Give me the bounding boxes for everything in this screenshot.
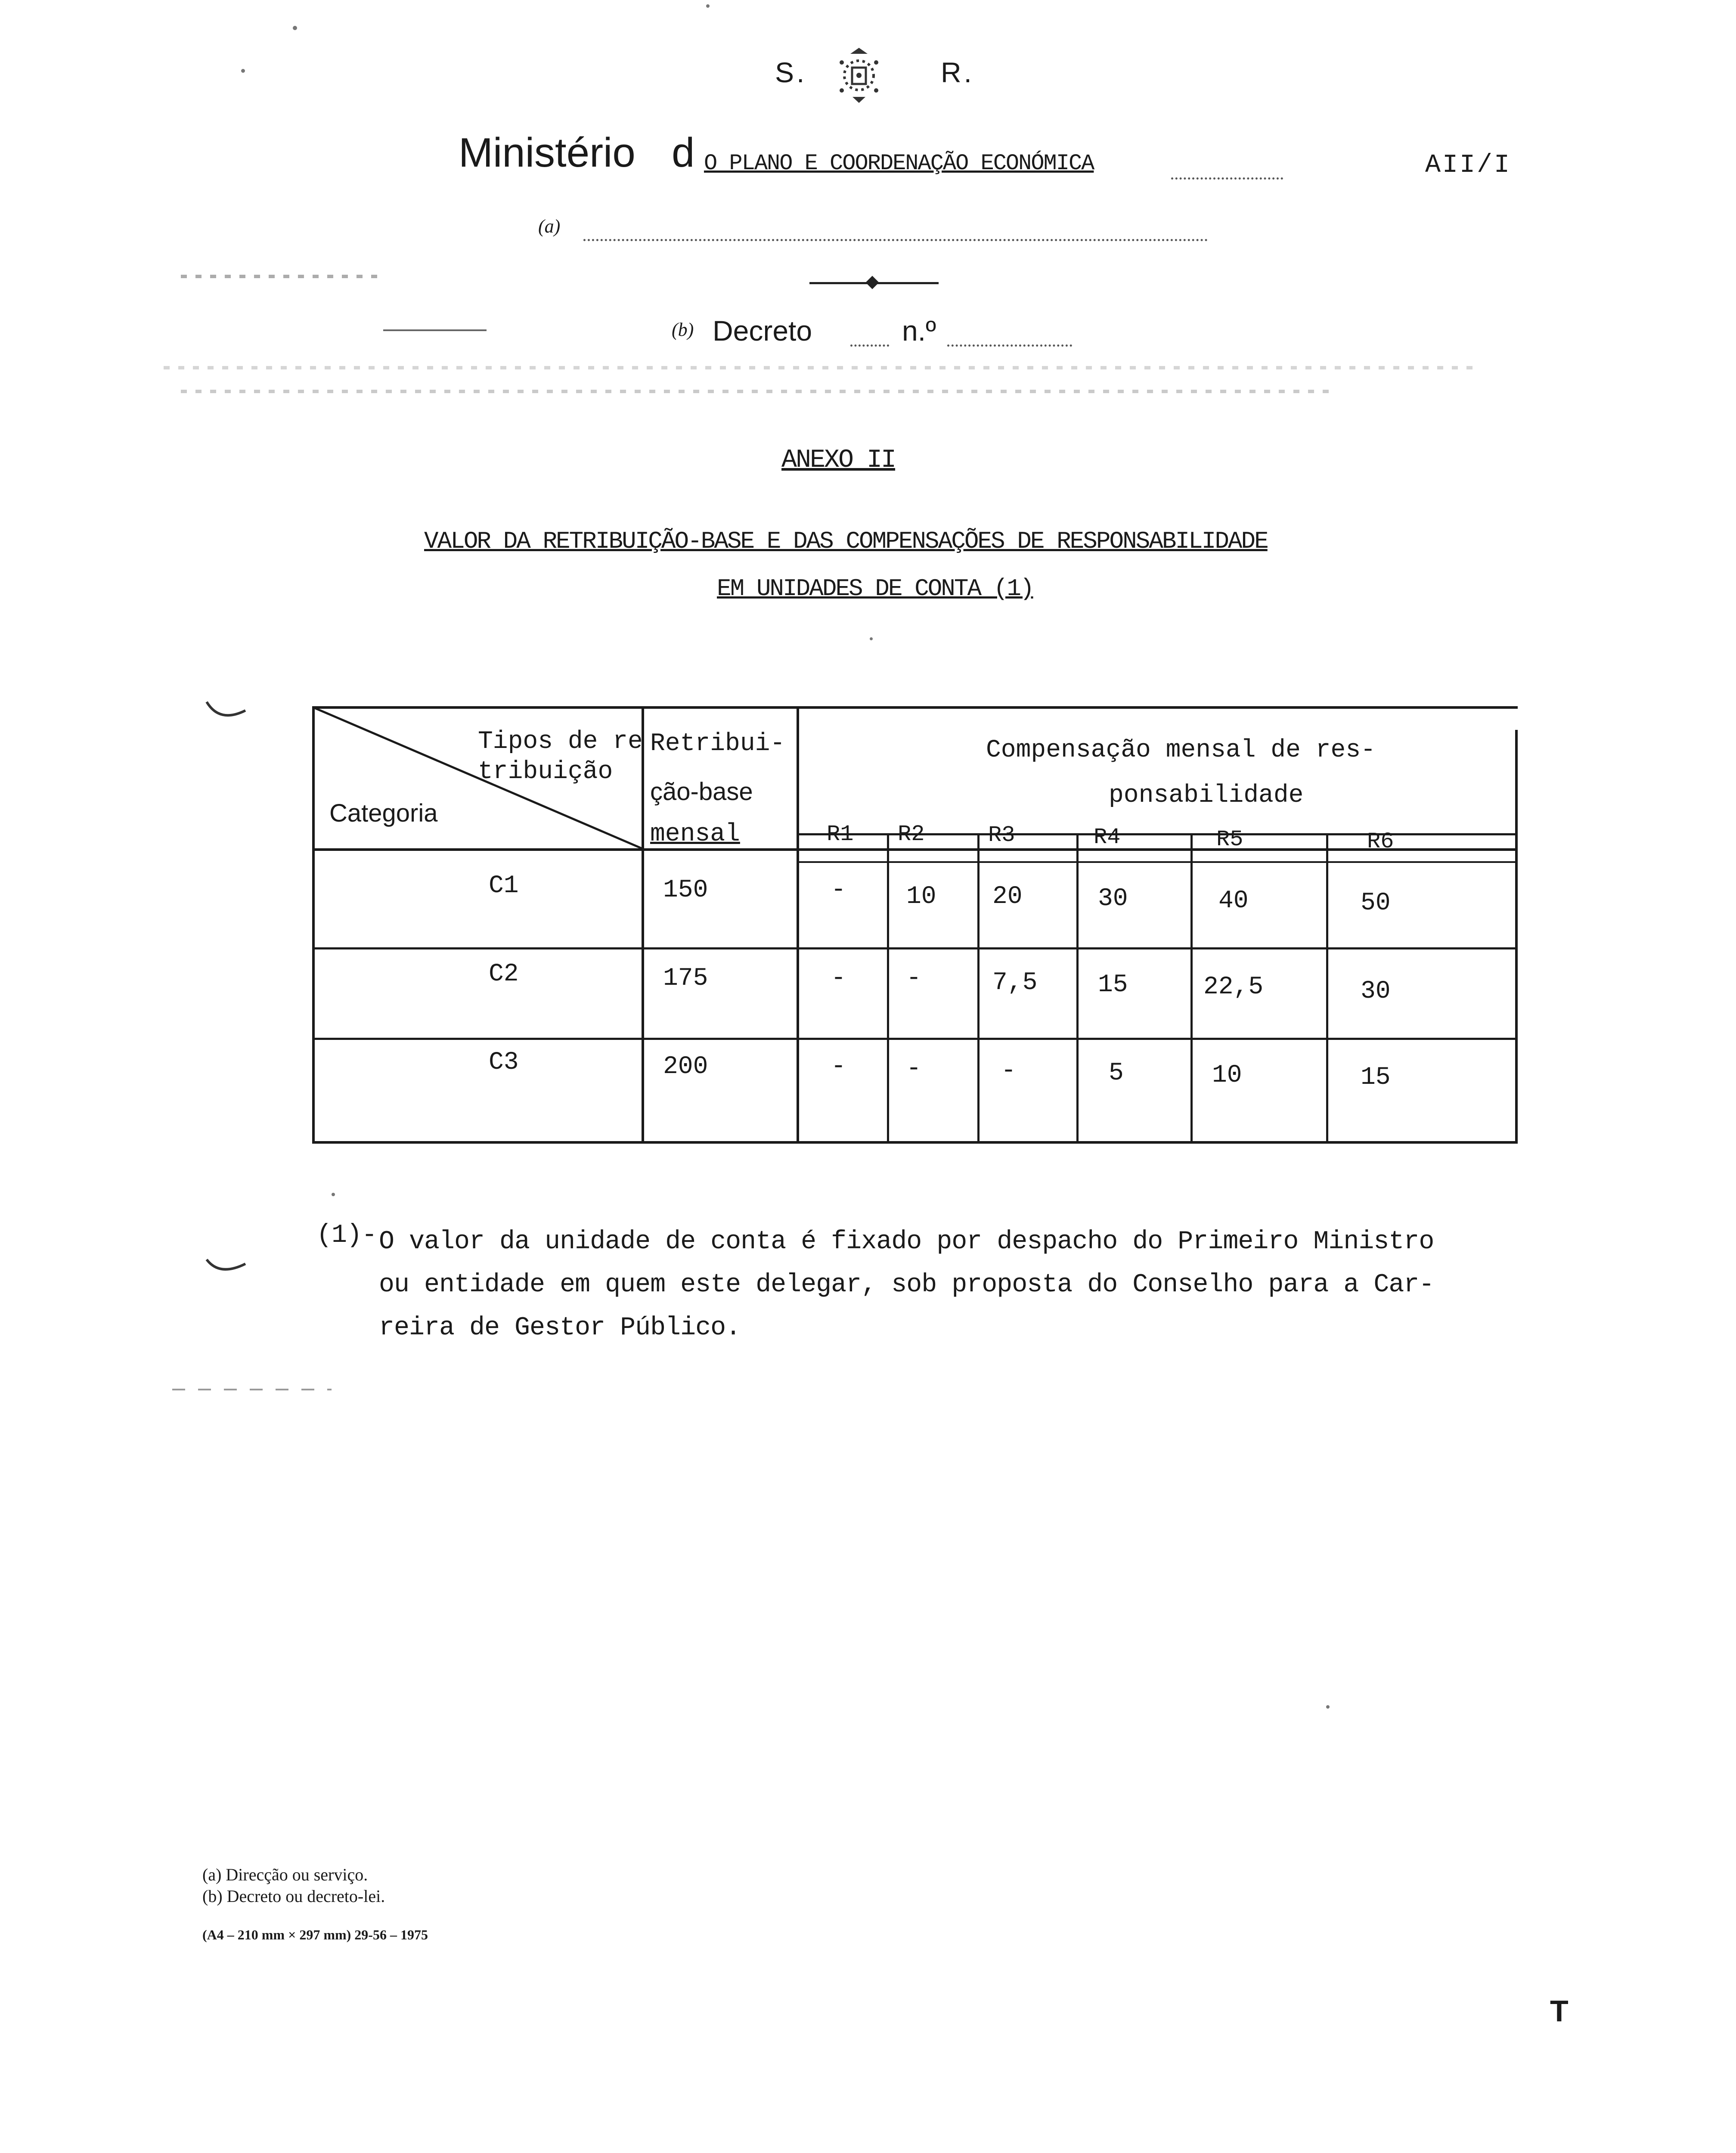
row1-r4: 30 [1098, 885, 1128, 913]
annex-title: ANEXO II [781, 446, 896, 475]
margin-check-mark-2 [202, 1255, 250, 1281]
scan-noise [181, 275, 383, 278]
col-header-r2: R2 [898, 822, 925, 847]
col-header-r3: R3 [988, 822, 1015, 848]
speck [293, 26, 297, 30]
row1-r5: 40 [1218, 887, 1249, 915]
decree-left-rule [383, 329, 487, 331]
print-spec: (A4 – 210 mm × 297 mm) 29-56 – 1975 [202, 1927, 428, 1942]
annex-heading-line2: EM UNIDADES DE CONTA (1) [717, 575, 1033, 602]
speck [241, 69, 245, 73]
ministry-title: Ministério [459, 130, 636, 176]
speck [1326, 1705, 1330, 1709]
remuneration-table [312, 706, 1518, 1145]
coat-of-arms-emblem [833, 45, 885, 105]
annex-heading-line1: VALOR DA RETRIBUIÇÃO-BASE E DAS COMPENSAÇÕES DE RESPONSABILIDADE [424, 527, 1268, 555]
margin-check-mark [202, 693, 250, 728]
row2-base: 175 [663, 965, 708, 993]
note-line3: reira de Gestor Público. [379, 1313, 741, 1343]
col-header-r6: R6 [1367, 829, 1394, 854]
document-code: AII/I [1425, 151, 1512, 180]
footnote-b: (b) Decreto ou decreto-lei. [202, 1886, 385, 1906]
header-s: S. [775, 56, 807, 88]
row1-r2: 10 [906, 883, 936, 911]
row3-r5: 10 [1212, 1061, 1242, 1089]
ministry-d: d [672, 130, 695, 176]
field-b-label: (b) [672, 319, 694, 340]
row3-base: 200 [663, 1053, 708, 1081]
speck [870, 637, 873, 640]
corner-header-top-line2: tribuição [478, 758, 613, 786]
row3-r1: - [831, 1053, 846, 1081]
ministry-dotted-line [1171, 177, 1283, 180]
speck [706, 4, 710, 8]
row2-r6: 30 [1361, 977, 1391, 1005]
row1-r3: 20 [992, 883, 1023, 911]
col-header-r4: R4 [1094, 825, 1121, 850]
row1-base: 150 [663, 876, 708, 904]
note-line1: O valor da unidade de conta é fixado por despacho do Primeiro Ministro [379, 1227, 1434, 1256]
ministry-department: O PLANO E COORDENAÇÃO ECONÓMICA [704, 151, 1094, 176]
row1-r6: 50 [1361, 889, 1391, 917]
speck [332, 1193, 335, 1196]
decree-label: Decreto [713, 315, 812, 347]
row1-r1: - [831, 876, 846, 904]
row3-r4: 5 [1109, 1059, 1124, 1087]
row3-category: C3 [489, 1049, 519, 1076]
scan-noise-band-2 [181, 390, 1335, 393]
row2-r5: 22,5 [1203, 973, 1264, 1001]
row1-category: C1 [489, 872, 519, 900]
ornament-diamond [865, 276, 879, 289]
decree-dotted [850, 344, 889, 347]
col-header-r5: R5 [1216, 827, 1243, 852]
note-marker: (1)- [316, 1221, 377, 1250]
scan-noise-band [164, 366, 1477, 369]
comp-header-line1: Compensação mensal de res- [986, 736, 1376, 764]
row2-category: C2 [489, 960, 519, 988]
note-line2: ou entidade em quem este delegar, sob proposta do Conselho para a Car- [379, 1270, 1434, 1300]
col-header-r1: R1 [827, 822, 854, 847]
row2-r3: 7,5 [992, 969, 1038, 997]
row3-r3: - [1001, 1057, 1016, 1085]
row3-r6: 15 [1361, 1064, 1391, 1092]
faint-rule [172, 1389, 332, 1390]
comp-header-line2: ponsabilidade [1109, 782, 1304, 810]
footnote-a: (a) Direcção ou serviço. [202, 1865, 368, 1884]
header-r: R. [941, 56, 974, 88]
stray-mark: T [1550, 1994, 1569, 2028]
field-a-label: (a) [538, 216, 561, 237]
row2-r2: - [906, 965, 921, 993]
corner-header-top-line1: Tipos de re [478, 728, 643, 756]
corner-header-category: Categoria [329, 799, 438, 827]
field-a-line [583, 239, 1208, 241]
decree-number-label: n.º [902, 315, 936, 347]
base-header-line3: mensal [650, 820, 740, 848]
decree-number-dotted [947, 344, 1072, 347]
base-header-line1: Retribui- [650, 730, 785, 758]
row2-r4: 15 [1098, 971, 1128, 999]
row2-r1: - [831, 965, 846, 993]
base-header-line2: ção-base [650, 778, 753, 806]
row3-r2: - [906, 1055, 921, 1083]
